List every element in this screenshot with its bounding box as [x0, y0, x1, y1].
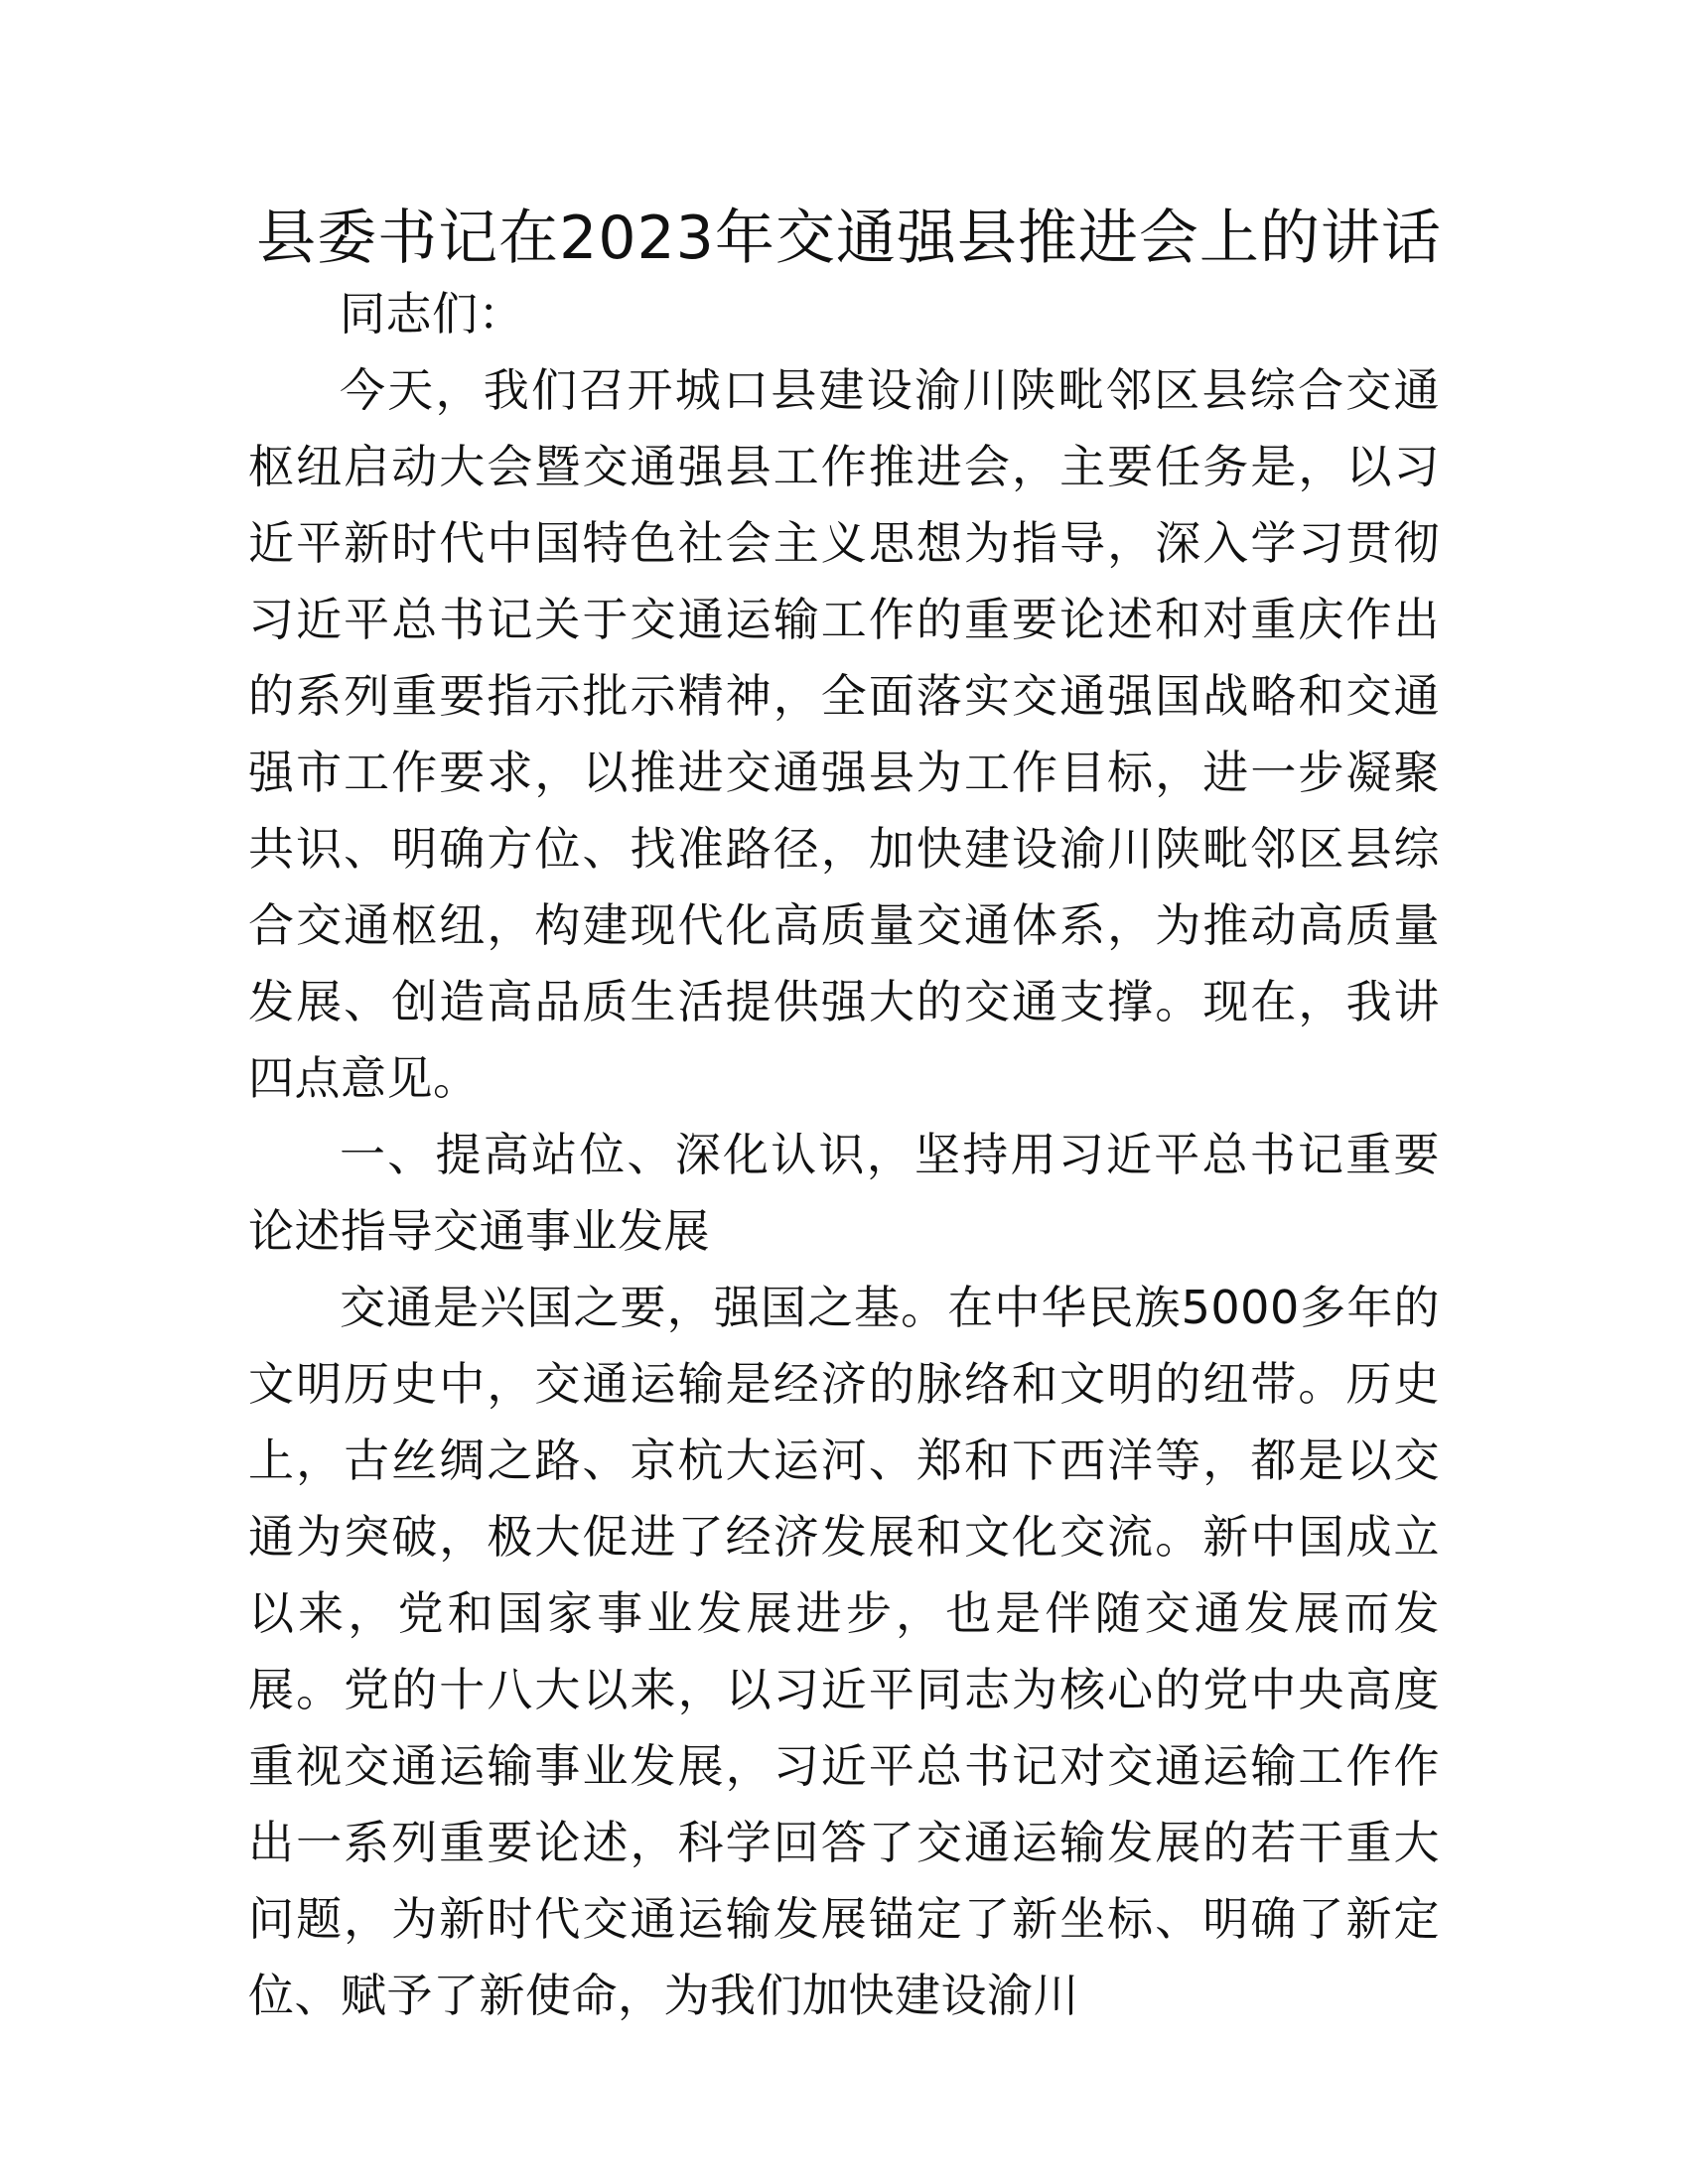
document-title: 县委书记在2023年交通强县推进会上的讲话: [256, 204, 1442, 273]
section-heading-1: 一、提高站位、深化认识，坚持用习近平总书记重要论述指导交通事业发展: [248, 1128, 1440, 1258]
document-body: [248, 276, 1440, 2034]
paragraph-intro: 今天，我们召开城口县建设渝川陕毗邻区县综合交通枢纽启动大会暨交通强县工作推进会，主要任务是，以习近平新时代中国特色社会主义思想为指导，深入学习贯彻习近平总书记关于交通运输工作的重要论述和对重庆作出的系列重要指示批示精神，全面落实交通强国战略和交通强市工作要求，以推进交通强县为工作目标，进一步凝聚共识、明确方位、找准路径，加快建设渝川陕毗邻区县综合交通枢纽，构建现代化高质量交通体系，为推动高质量发展、创造高品质生活提供强大的交通支撑。现在，我讲四点意见。: [248, 363, 1440, 1105]
greeting: 同志们：: [340, 287, 524, 341]
paragraph-transport-history: 交通是兴国之要，强国之基。在中华民族5000多年的文明历史中，交通运输是经济的脉络和文明的纽带。历史上，古丝绸之路、京杭大运河、郑和下西洋等，都是以交通为突破，极大促进了经济发展和文化交流。新中国成立以来，党和国家事业发展进步，也是伴随交通发展而发展。党的十八大以来，以习近平同志为核心的党中央高度重视交通运输事业发展，习近平总书记对交通运输工作作出一系列重要论述，科学回答了交通运输发展的若干重大问题，为新时代交通运输发展锚定了新坐标、明确了新定位、赋予了新使命，为我们加快建设渝川: [248, 1281, 1440, 2022]
